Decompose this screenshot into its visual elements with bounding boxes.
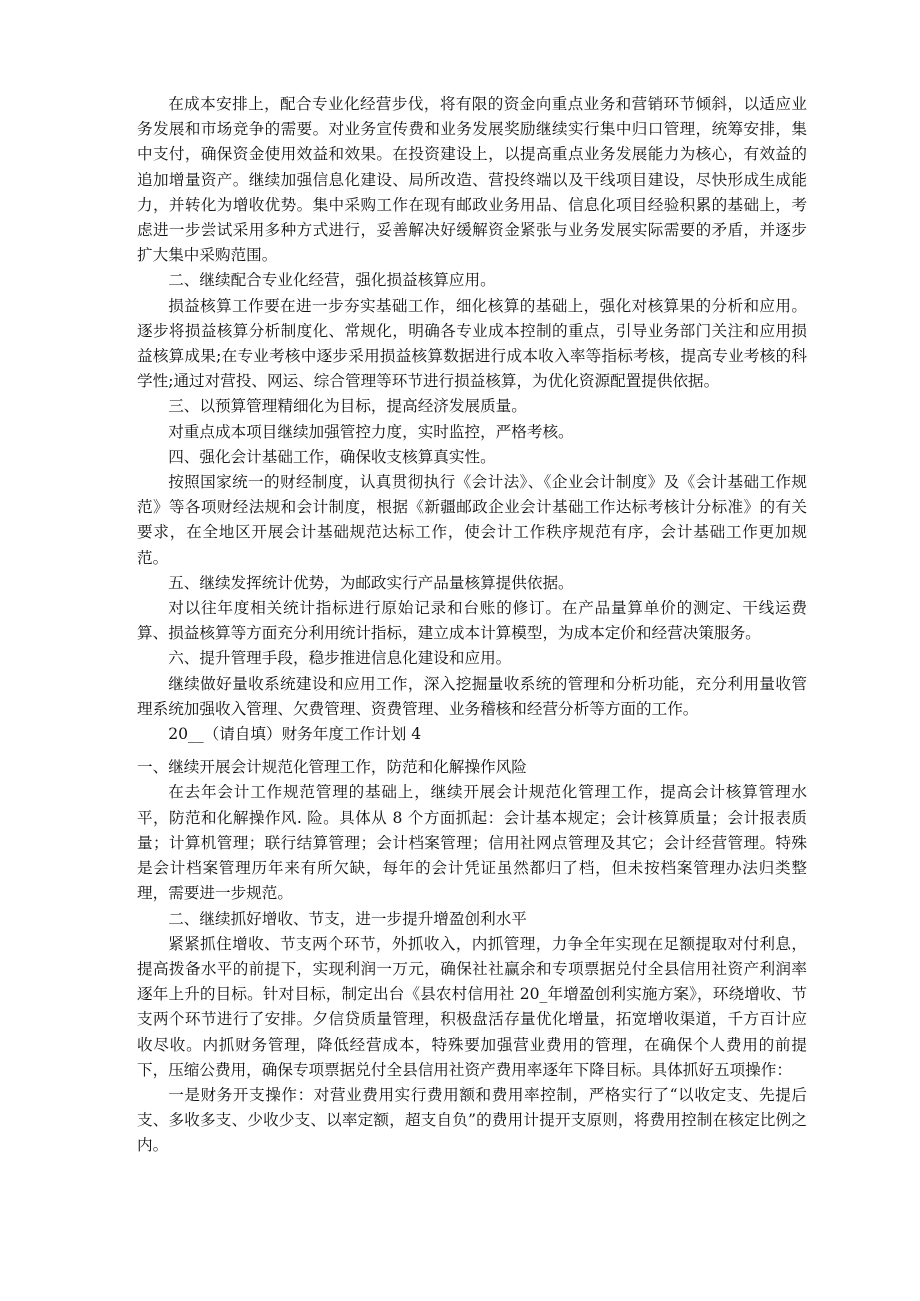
paragraph-profit-loss-accounting: 损益核算工作要在进一步夯实基础工作，细化核算的基础上，强化对核算果的分析和应用。逐步将损益核算分析制度化、常规化，明确各专业成本控制的重点，引导业务部门关注和应用损益核算成果;在专业考核中逐步采用损益核算数据进行成本收入率等指标考核，提高专业考核的科学性;通过对营投、网运、综合管理等环节进行损益核算，为优化资源配置提供依据。 — [137, 296, 807, 391]
heading-increase-income: 二、继续抓好增收、节支，进一步提升增盈创利水平 — [168, 909, 527, 928]
heading-accounting-standardization: 一、继续开展会计规范化管理工作，防范和化解操作风险 — [137, 758, 527, 777]
paragraph-budget-management: 对重点成本项目继续加强管控力度，实时监控，严格考核。 — [168, 422, 574, 441]
paragraph-expense-operation: 一是财务开支操作：对营业费用实行费用额和费用率控制，严格实行了“以收定支、先提后支、多收多支、少收少支、以率定额，超支自负”的费用计提开支原则，将费用控制在核定比例之内。 — [137, 1085, 807, 1155]
heading-budget-management: 三、以预算管理精细化为目标，提高经济发展质量。 — [168, 397, 527, 416]
paragraph-accounting-standardization: 在去年会计工作规范管理的基础上，继续开展会计规范化管理工作，提高会计核算管理水平，防范和化解操作风. 险。具体从 8 个方面抓起：会计基本规定；会计核算质量；会计报表质量；计算机管理；联行结算管理；会计档案管理；信用社网点管理及其它；会计经营管理。特殊是会计档案管理历年来有所欠缺，每年的会计凭证虽然都归了档，但未按档案管理办法归类整理，需要进一步规范。 — [137, 783, 807, 903]
heading-accounting-basics: 四、强化会计基础工作，确保收支核算真实性。 — [168, 447, 496, 466]
paragraph-accounting-basics: 按照国家统一的财经制度，认真贯彻执行《会计法》、《企业会计制度》及《会计基础工作规范》等各项财经法规和会计制度，根据《新疆邮政企业会计基础工作达标考核计分标准》的有关要求，在全地区开展会计基础规范达标工作，使会计工作秩序规范有序，会计基础工作更加规范。 — [137, 473, 807, 567]
heading-profit-loss-accounting: 二、继续配合专业化经营，强化损益核算应用。 — [168, 271, 496, 290]
document-page — [137, 92, 807, 1159]
paragraph-increase-income: 紧紧抓住增收、节支两个环节，外抓收入，内抓管理，力争全年实现在足额提取对付利息，提高拨备水平的前提下，实现利润一万元，确保社社赢余和专项票据兑付全县信用社资产利润率逐年上升的目标。针对目标，制定出台《县农村信用社 20_年增盈创利实施方案》，环绕增收、节支两个环节进行了安排。夕信贷质量管理，积极盘活存量优化增量，拓宽增收渠道，千方百计应收尽收。内抓财务管理，降低经营成本，特殊要加强营业费用的管理，在确保个人费用的前提下，压缩公费用，确保专项票据兑付全县信用社资产费用率逐年下降目标。具体抓好五项操作： — [137, 934, 807, 1079]
paragraph-statistics: 对以往年度相关统计指标进行原始记录和台账的修订。在产品量算单价的测定、干线运费算、损益核算等方面充分利用统计指标，建立成本计算模型，为成本定价和经营决策服务。 — [137, 599, 807, 643]
paragraph-cost-arrangement: 在成本安排上，配合专业化经营步伐，将有限的资金向重点业务和营销环节倾斜，以适应业务发展和市场竞争的需要。对业务宣传费和业务发展奖励继续实行集中归口管理，统筹安排，集中支付，确保资金使用效益和效果。在投资建设上，以提高重点业务发展能力为核心，有效益的追加增量资产。继续加强信息化建设、局所改造、营投终端以及干线项目建设，尽快形成生成能力，并转化为增收优势。集中采购工作在现有邮政业务用品、信息化项目经验积累的基础上，考虑进一步尝试采用多种方式进行，妥善解决好缓解资金紧张与业务发展实际需要的矛盾，并逐步扩大集中采购范围。 — [137, 95, 807, 265]
heading-informatization: 六、提升管理手段，稳步推进信息化建设和应用。 — [168, 649, 512, 668]
plan-title: 20__（请自填）财务年度工作计划 4 — [168, 725, 422, 744]
paragraph-informatization: 继续做好量收系统建设和应用工作，深入挖掘量收系统的管理和分析功能，充分利用量收管理系统加强收入管理、欠费管理、资费管理、业务稽核和经营分析等方面的工作。 — [137, 674, 807, 718]
heading-statistics: 五、继续发挥统计优势，为邮政实行产品量核算提供依据。 — [168, 573, 574, 592]
